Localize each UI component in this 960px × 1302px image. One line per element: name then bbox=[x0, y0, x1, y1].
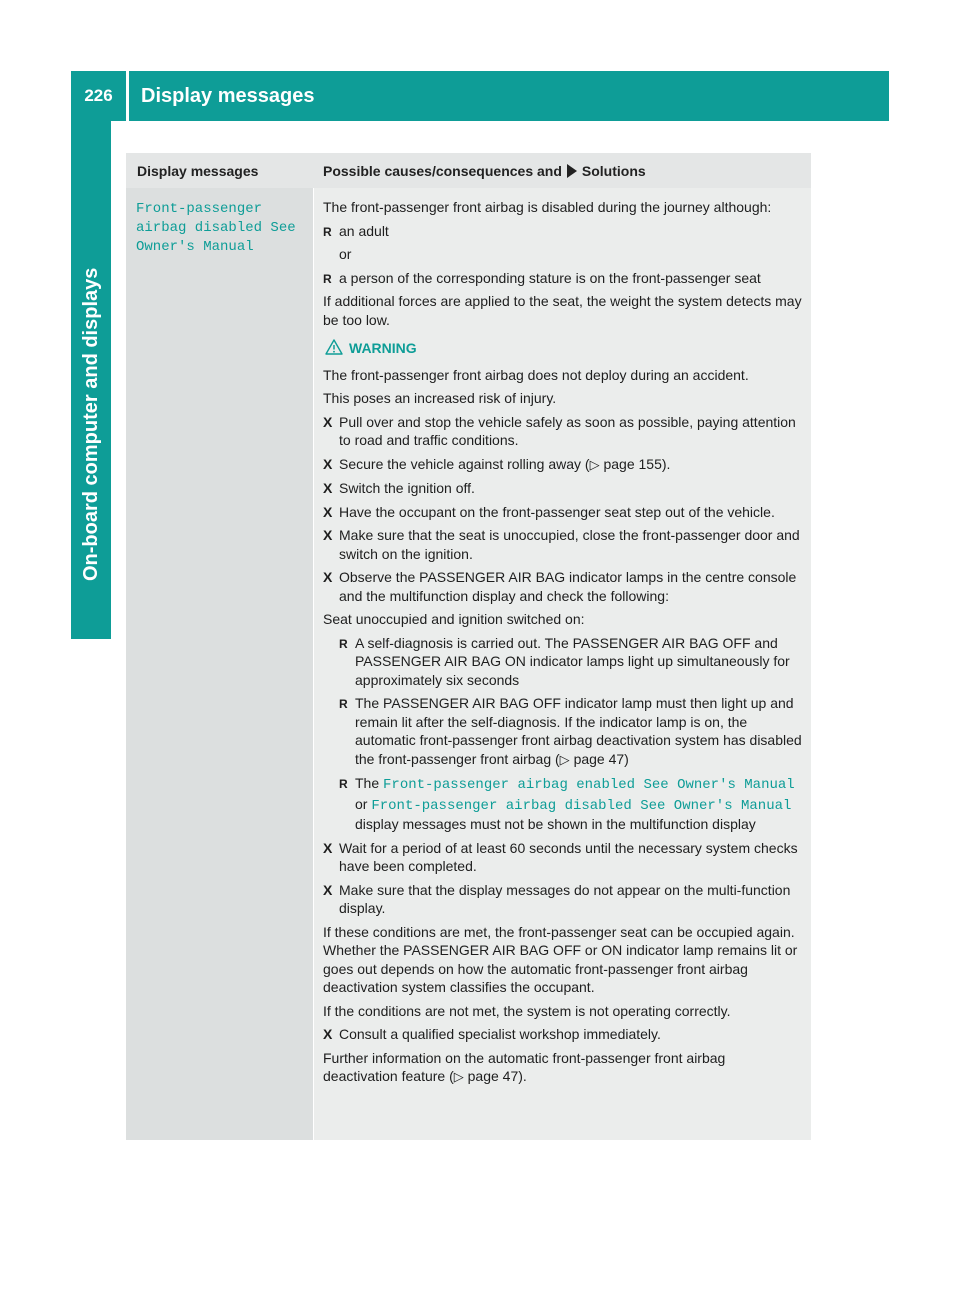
header-display-messages: Display messages bbox=[137, 162, 259, 179]
check-item: R A self-diagnosis is carried out. The PASSENGER AIR BAG OFF and PASSENGER AIR BAG ON indicator lamps light up simultaneously for approximately six seconds bbox=[339, 634, 790, 688]
message-column bbox=[126, 188, 313, 1140]
table-header-row bbox=[126, 153, 811, 188]
step-item: X Secure the vehicle against rolling away (▷ page 155). bbox=[323, 455, 671, 472]
side-section-label: On-board computer and displays bbox=[79, 267, 102, 581]
page-reference[interactable]: page 47 bbox=[467, 1068, 519, 1084]
step-item: X Consult a qualified specialist workshop immediately. bbox=[323, 1026, 661, 1042]
bullet-r-icon: R bbox=[323, 271, 332, 286]
step-x-icon: X bbox=[323, 569, 333, 585]
page-reference[interactable]: page 155 bbox=[603, 455, 662, 472]
page-title: Display messages bbox=[141, 84, 315, 107]
step-x-icon: X bbox=[323, 455, 333, 472]
header-causes-text: Possible causes/consequences and bbox=[323, 162, 562, 179]
or-text: or bbox=[339, 246, 352, 262]
page-ref-arrow-icon: ▷ bbox=[589, 456, 600, 472]
step-item: X Pull over and stop the vehicle safely as soon as possible, paying attention to road and traffic conditions. bbox=[323, 413, 796, 448]
conditions-met-text: If these conditions are met, the front-passenger seat can be occupied again. Whether the PASSENGER AIR BAG OFF or ON indicator lamp remains lit or goes out depends on how the automatic front-passenger front airbag deactivation system classifies the occupant. bbox=[323, 923, 798, 995]
page-header bbox=[71, 71, 889, 121]
header-divider bbox=[126, 71, 129, 121]
warning-title: WARNING bbox=[349, 340, 417, 356]
page-number: 226 bbox=[84, 86, 113, 105]
step-x-icon: X bbox=[323, 503, 333, 520]
display-message-name bbox=[136, 200, 308, 257]
display-message-line: Owner's Manual bbox=[136, 239, 254, 255]
step-item: X Have the occupant on the front-passenger seat step out of the vehicle. bbox=[323, 503, 775, 520]
step-x-icon: X bbox=[323, 480, 333, 496]
display-message-ref: Front-passenger airbag disabled See Owner's Manual bbox=[371, 797, 792, 814]
display-messages-table bbox=[126, 153, 811, 1140]
solutions-column bbox=[314, 188, 811, 1140]
warning-text: This poses an increased risk of injury. bbox=[323, 390, 557, 406]
solutions-content bbox=[323, 198, 803, 1092]
forces-text: If additional forces are applied to the seat, the weight the system detects may be too low. bbox=[323, 293, 802, 328]
seat-unoccupied-text: Seat unoccupied and ignition switched on: bbox=[323, 611, 585, 627]
step-item: X Make sure that the display messages do not appear on the multi-function display. bbox=[323, 881, 791, 916]
step-item: X Make sure that the seat is unoccupied, close the front-passenger door and switch on the ignition. bbox=[323, 527, 800, 562]
header-causes-solutions bbox=[323, 153, 646, 188]
page-ref-arrow-icon: ▷ bbox=[559, 751, 570, 767]
conditions-not-met-text: If the conditions are not met, the system is not operating correctly. bbox=[323, 1002, 731, 1019]
step-x-icon: X bbox=[323, 881, 333, 898]
page-reference[interactable]: page 47 bbox=[573, 750, 625, 767]
bullet-r-icon: R bbox=[339, 636, 348, 651]
further-info-text: Further information on the automatic front-passenger front airbag deactivation feature (▷ page 47). bbox=[323, 1049, 726, 1084]
check-item: R The PASSENGER AIR BAG OFF indicator lamp must then light up and remain lit after the self-diagnosis. If the indicator lamp is on, the automatic front-passenger front airbag deactivation system has disabled the front-passenger front airbag (▷ page 47) bbox=[339, 695, 802, 767]
header-solutions-text: Solutions bbox=[581, 162, 646, 179]
step-item: X Switch the ignition off. bbox=[323, 480, 475, 496]
solution-arrow-icon bbox=[567, 164, 577, 178]
display-message-line: airbag disabled See bbox=[136, 220, 296, 236]
warning-heading bbox=[323, 339, 803, 358]
bullet-r-icon: R bbox=[339, 777, 348, 791]
intro-text: The front-passenger front airbag is disabled during the journey although: bbox=[323, 199, 772, 215]
display-message-ref: Front-passenger airbag enabled See Owner's Manual bbox=[383, 777, 795, 793]
step-x-icon: X bbox=[323, 839, 333, 856]
warning-triangle-icon bbox=[325, 339, 343, 355]
step-x-icon: X bbox=[323, 1026, 333, 1042]
bullet-r-icon: R bbox=[323, 224, 332, 239]
step-item: X Wait for a period of at least 60 seconds until the necessary system checks have been completed. bbox=[323, 839, 798, 874]
step-item: X Observe the PASSENGER AIR BAG indicator lamps in the centre console and the multifunction display and check the following: bbox=[323, 569, 797, 604]
check-list bbox=[339, 634, 803, 834]
page-ref-arrow-icon: ▷ bbox=[453, 1069, 464, 1084]
condition-item: R an adult bbox=[323, 222, 803, 241]
step-x-icon: X bbox=[323, 413, 333, 430]
condition-item: R a person of the corresponding stature is on the front-passenger seat bbox=[323, 269, 803, 288]
warning-text: The front-passenger front airbag does not deploy during an accident. bbox=[323, 366, 749, 383]
bullet-r-icon: R bbox=[339, 697, 348, 711]
display-message-line: Front-passenger bbox=[136, 201, 263, 217]
check-item: R The Front-passenger airbag enabled See Owner's Manual or Front-passenger airbag disabled See Owner's Manual display messages must not be shown in the multifunction display bbox=[339, 775, 795, 832]
step-x-icon: X bbox=[323, 527, 333, 543]
